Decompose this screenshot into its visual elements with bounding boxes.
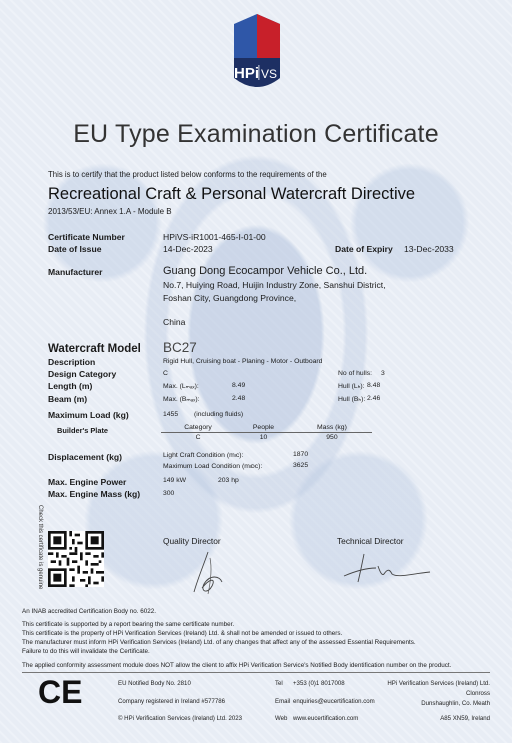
- address-line-3: Dunshaughlin, Co. Meath: [421, 700, 490, 707]
- engine-mass-value: 300: [163, 490, 175, 497]
- address-line-1: HPi Verification Services (Ireland) Ltd.: [387, 680, 490, 687]
- displacement-label: Displacement (kg): [48, 452, 123, 462]
- hpivs-logo: [228, 14, 286, 94]
- design-category-label: Design Category: [48, 369, 117, 379]
- plate-header-people: People: [235, 423, 292, 433]
- company-registration: Company registered in Ireland #577786: [118, 698, 226, 705]
- max-load-condition-value: 3625: [293, 462, 309, 469]
- technical-director-label: Technical Director: [337, 536, 404, 546]
- beam-label: Beam (m): [48, 394, 88, 404]
- web-label: Web: [275, 715, 288, 722]
- watercraft-model: BC27: [163, 340, 197, 355]
- plate-header-mass: Mass (kg): [292, 423, 372, 433]
- manufacturer-name: Guang Dong Ecocampor Vehicle Co., Ltd.: [163, 265, 368, 277]
- tel-value: +353 (0)1 8017008: [293, 680, 345, 687]
- engine-power-kw: 149 kW: [163, 477, 187, 484]
- watercraft-model-label: Watercraft Model: [48, 343, 141, 355]
- note-3: The manufacturer must inform HPi Verification Services (Ireland) Ltd. of any changes that affect any of the assessed Essential Requirements.: [22, 639, 416, 646]
- description-label: Description: [48, 357, 96, 367]
- tel-label: Tel: [275, 680, 283, 687]
- notified-body-number: EU Notified Body No. 2810: [118, 680, 191, 687]
- check-genuine-text: Check this certificate is genuine: [37, 505, 43, 590]
- engine-power-label: Max. Engine Power: [48, 477, 127, 487]
- length-max-label: Max. (Lₘₐₓ):: [163, 383, 199, 390]
- intro-text: This is to certify that the product listed below conforms to the requirements of the: [48, 170, 327, 179]
- web-value[interactable]: www.eucertification.com: [293, 715, 359, 722]
- applied-module-note: The applied conformity assessment module does NOT allow the client to affix HPi Verification Service's Notified Body identification number on the product.: [22, 662, 452, 669]
- cert-number: HPiVS-iR1001-465-I-01-00: [163, 232, 266, 242]
- max-load-note: (including fluids): [194, 411, 244, 418]
- length-hull-label: Hull (Lₕ):: [338, 383, 365, 390]
- hulls-label: No of hulls:: [338, 370, 373, 377]
- plate-people: 10: [259, 434, 268, 441]
- cert-number-label: Certificate Number: [48, 232, 125, 242]
- plate-header-category: Category: [161, 423, 235, 433]
- beam-hull: 2.46: [367, 395, 381, 402]
- note-1: This certificate is supported by a report bearing the same certificate number.: [22, 621, 235, 628]
- email-value[interactable]: enquiries@eucertification.com: [293, 698, 375, 705]
- expiry-date-label: Date of Expiry: [335, 244, 393, 254]
- issue-date-label: Date of Issue: [48, 244, 102, 254]
- length-label: Length (m): [48, 381, 93, 391]
- max-load-condition-label: Maximum Load Condition (mₗᴅᴄ):: [163, 463, 263, 470]
- issue-date: 14-Dec-2023: [163, 244, 213, 254]
- hulls-value: 3: [381, 370, 385, 377]
- certificate-title: EU Type Examination Certificate: [73, 120, 439, 148]
- address-line-4: A85 XN59, Ireland: [440, 715, 490, 722]
- manufacturer-country: China: [163, 317, 186, 327]
- technical-director-signature: [338, 548, 434, 588]
- beam-max: 2.48: [232, 395, 246, 402]
- light-craft-value: 1870: [293, 451, 309, 458]
- inab-note: An INAB accredited Certification Body no. 6022.: [22, 608, 157, 615]
- qr-code[interactable]: [48, 531, 104, 587]
- description-value: Rigid Hull, Cruising boat - Planing - Motor - Outboard: [163, 358, 323, 365]
- annex-text: 2013/53/EU: Annex 1.A - Module B: [48, 207, 172, 216]
- ce-mark: [38, 675, 82, 707]
- directive-title: Recreational Craft & Personal Watercraft Directive: [48, 185, 416, 203]
- manufacturer-label: Manufacturer: [48, 267, 103, 277]
- note-2: This certificate is the property of HPi Verification Services (Ireland) Ltd. & shall not be amended or issued to others.: [22, 630, 343, 637]
- length-max: 8.49: [232, 382, 246, 389]
- address-line-2: Clonross: [465, 690, 490, 697]
- design-category-value: C: [163, 370, 168, 377]
- quality-director-signature: [180, 548, 240, 598]
- length-hull: 8.48: [367, 382, 381, 389]
- builders-plate-table: [161, 423, 372, 442]
- email-label: Email: [275, 698, 291, 705]
- manufacturer-address-1: No.7, Huiying Road, Huijin Industry Zone, Sanshui District,: [163, 280, 386, 290]
- max-load-label: Maximum Load (kg): [48, 410, 129, 420]
- light-craft-label: Light Craft Condition (mₗᴄ):: [163, 452, 244, 459]
- plate-mass: 950: [326, 434, 338, 441]
- beam-hull-label: Hull (Bₕ):: [338, 396, 366, 403]
- logo-text-right: VS: [261, 67, 278, 81]
- max-load-value: 1455: [163, 411, 179, 418]
- manufacturer-address-2: Foshan City, Guangdong Province,: [163, 293, 297, 303]
- engine-power-hp: 203 hp: [218, 477, 239, 484]
- footer-divider: [22, 672, 490, 673]
- note-4: Failure to do this will invalidate the Certificate.: [22, 648, 150, 655]
- copyright: © HPi Verification Services (Ireland) Ltd. 2023: [118, 715, 243, 722]
- logo-text-left: HPi: [234, 65, 260, 82]
- builders-plate-label: Builder's Plate: [57, 426, 109, 435]
- plate-category: C: [195, 434, 201, 441]
- ce-mark-text: CE: [38, 675, 82, 707]
- engine-mass-label: Max. Engine Mass (kg): [48, 489, 141, 499]
- beam-max-label: Max. (Bₘₐₓ):: [163, 396, 200, 403]
- expiry-date: 13-Dec-2033: [404, 244, 454, 254]
- quality-director-label: Quality Director: [163, 536, 221, 546]
